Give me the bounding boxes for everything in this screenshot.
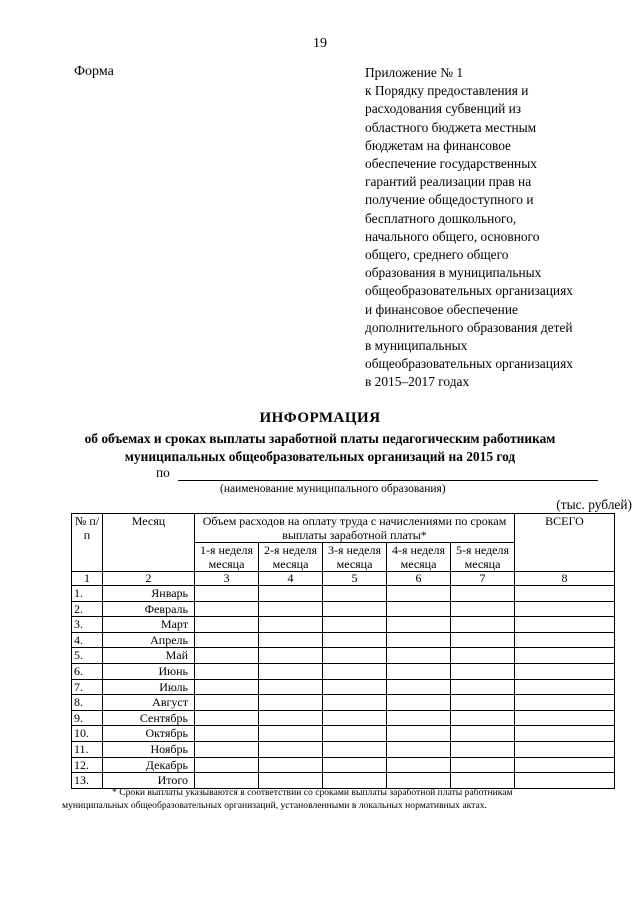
municipality-fill-line[interactable] <box>178 480 598 481</box>
row-month: Январь <box>103 586 195 602</box>
value-cell[interactable] <box>195 679 259 695</box>
appendix-line: расходования субвенций из <box>365 101 522 117</box>
value-cell[interactable] <box>259 757 323 773</box>
appendix-line: образования в муниципальных <box>365 265 542 281</box>
row-number: 10. <box>72 726 103 742</box>
municipality-hint: (наименование муниципального образования) <box>220 483 446 495</box>
week-header-cell: 2-я неделя месяца <box>259 543 323 572</box>
value-cell[interactable] <box>195 632 259 648</box>
value-cell[interactable] <box>259 617 323 633</box>
week-header-cell: 5-я неделя месяца <box>451 543 515 572</box>
value-cell[interactable] <box>195 695 259 711</box>
value-cell[interactable] <box>515 663 615 679</box>
appendix-line: получение общедоступного и <box>365 192 534 208</box>
form-label: Форма <box>74 64 114 79</box>
row-month: Октябрь <box>103 726 195 742</box>
value-cell[interactable] <box>323 632 387 648</box>
row-number: 6. <box>72 663 103 679</box>
table-row <box>72 663 615 679</box>
appendix-line: в муниципальных <box>365 338 468 354</box>
row-number: 1. <box>72 586 103 602</box>
table-header-row <box>72 514 615 543</box>
value-cell[interactable] <box>259 695 323 711</box>
table-row <box>72 726 615 742</box>
week-header-cell: 1-я неделя месяца <box>195 543 259 572</box>
value-cell[interactable] <box>195 710 259 726</box>
value-cell[interactable] <box>387 726 451 742</box>
header-expense-group: Объем расходов на оплату труда с начислениями по срокам выплаты заработной платы* <box>195 514 515 543</box>
value-cell[interactable] <box>323 757 387 773</box>
value-cell[interactable] <box>259 710 323 726</box>
value-cell[interactable] <box>387 617 451 633</box>
header-total: ВСЕГО <box>515 514 615 572</box>
value-cell[interactable] <box>451 679 515 695</box>
table-row <box>72 695 615 711</box>
value-cell[interactable] <box>323 586 387 602</box>
value-cell[interactable] <box>387 648 451 664</box>
value-cell[interactable] <box>323 679 387 695</box>
appendix-line: бюджетам на финансовое <box>365 137 511 153</box>
row-number: 7. <box>72 679 103 695</box>
value-cell[interactable] <box>323 601 387 617</box>
value-cell[interactable] <box>259 663 323 679</box>
table-row <box>72 757 615 773</box>
header-month: Месяц <box>103 514 195 572</box>
appendix-line: гарантий реализации прав на <box>365 174 532 190</box>
value-cell[interactable] <box>259 741 323 757</box>
value-cell[interactable] <box>195 741 259 757</box>
value-cell[interactable] <box>387 679 451 695</box>
column-index-cell: 8 <box>515 572 615 586</box>
value-cell[interactable] <box>323 663 387 679</box>
row-month: Июнь <box>103 663 195 679</box>
value-cell[interactable] <box>259 648 323 664</box>
column-index-cell: 4 <box>259 572 323 586</box>
footnote-line: * Сроки выплаты указываются в соответствии со сроками выплаты заработной платы работникам <box>112 787 513 798</box>
value-cell[interactable] <box>451 586 515 602</box>
value-cell[interactable] <box>515 679 615 695</box>
document-title: ИНФОРМАЦИЯ <box>259 410 381 426</box>
value-cell[interactable] <box>195 648 259 664</box>
appendix-block <box>365 64 630 392</box>
value-cell[interactable] <box>387 586 451 602</box>
row-month: Декабрь <box>103 757 195 773</box>
appendix-line: общеобразовательных организациях <box>365 283 573 299</box>
table-row <box>72 710 615 726</box>
row-number: 11. <box>72 741 103 757</box>
row-month: Февраль <box>103 601 195 617</box>
po-label: по <box>156 465 170 480</box>
value-cell[interactable] <box>387 663 451 679</box>
value-cell[interactable] <box>387 741 451 757</box>
value-cell[interactable] <box>515 632 615 648</box>
appendix-line: и финансовое обеспечение <box>365 301 518 317</box>
value-cell[interactable] <box>515 710 615 726</box>
value-cell[interactable] <box>323 617 387 633</box>
value-cell[interactable] <box>515 648 615 664</box>
row-month: Июль <box>103 679 195 695</box>
value-cell[interactable] <box>259 632 323 648</box>
week-header-cell: 3-я неделя месяца <box>323 543 387 572</box>
value-cell[interactable] <box>387 695 451 711</box>
row-month: Май <box>103 648 195 664</box>
table-row <box>72 601 615 617</box>
footnote <box>62 786 614 812</box>
value-cell[interactable] <box>387 601 451 617</box>
row-number: 2. <box>72 601 103 617</box>
column-index-cell: 7 <box>451 572 515 586</box>
row-number: 13. <box>72 773 103 789</box>
value-cell[interactable] <box>451 710 515 726</box>
value-cell[interactable] <box>451 726 515 742</box>
appendix-line: дополнительного образования детей <box>365 319 573 335</box>
row-number: 5. <box>72 648 103 664</box>
value-cell[interactable] <box>451 648 515 664</box>
value-cell[interactable] <box>195 726 259 742</box>
column-index-cell: 5 <box>323 572 387 586</box>
page-number: 19 <box>313 36 327 51</box>
value-cell[interactable] <box>387 757 451 773</box>
row-month: Март <box>103 617 195 633</box>
row-month: Сентябрь <box>103 710 195 726</box>
document-subtitle <box>0 430 640 466</box>
appendix-line: к Порядку предоставления и <box>365 83 529 99</box>
row-number: 8. <box>72 695 103 711</box>
row-month: Итого <box>103 773 195 789</box>
row-number: 12. <box>72 757 103 773</box>
value-cell[interactable] <box>451 757 515 773</box>
value-cell[interactable] <box>195 601 259 617</box>
subtitle-line: муниципальных общеобразовательных организаций на 2015 год <box>124 449 516 464</box>
column-index-cell: 1 <box>72 572 103 586</box>
table-row <box>72 586 615 602</box>
value-cell[interactable] <box>515 695 615 711</box>
value-cell[interactable] <box>195 757 259 773</box>
appendix-line: обеспечение государственных <box>365 156 537 172</box>
value-cell[interactable] <box>259 586 323 602</box>
table-row <box>72 632 615 648</box>
table-row <box>72 741 615 757</box>
value-cell[interactable] <box>323 695 387 711</box>
appendix-line: в 2015–2017 годах <box>365 374 470 390</box>
appendix-line: начального общего, основного <box>365 228 540 244</box>
value-cell[interactable] <box>451 601 515 617</box>
appendix-line: Приложение № 1 <box>365 65 464 80</box>
value-cell[interactable] <box>451 632 515 648</box>
value-cell[interactable] <box>451 741 515 757</box>
row-month: Апрель <box>103 632 195 648</box>
value-cell[interactable] <box>195 586 259 602</box>
value-cell[interactable] <box>451 617 515 633</box>
value-cell[interactable] <box>195 663 259 679</box>
column-index-cell: 2 <box>103 572 195 586</box>
value-cell[interactable] <box>451 695 515 711</box>
value-cell[interactable] <box>323 741 387 757</box>
row-number: 4. <box>72 632 103 648</box>
value-cell[interactable] <box>515 757 615 773</box>
value-cell[interactable] <box>323 726 387 742</box>
value-cell[interactable] <box>515 617 615 633</box>
value-cell[interactable] <box>259 726 323 742</box>
row-month: Август <box>103 695 195 711</box>
value-cell[interactable] <box>323 648 387 664</box>
appendix-line: общего, среднего общего <box>365 247 509 263</box>
value-cell[interactable] <box>387 710 451 726</box>
week-header-cell: 4-я неделя месяца <box>387 543 451 572</box>
payroll-table <box>71 513 615 789</box>
table-row <box>72 648 615 664</box>
column-index-row <box>72 572 615 586</box>
value-cell[interactable] <box>515 601 615 617</box>
table-row <box>72 679 615 695</box>
column-index-cell: 3 <box>195 572 259 586</box>
row-number: 3. <box>72 617 103 633</box>
table-row <box>72 617 615 633</box>
units-label: (тыс. рублей) <box>556 497 632 512</box>
value-cell[interactable] <box>515 726 615 742</box>
value-cell[interactable] <box>515 586 615 602</box>
value-cell[interactable] <box>387 632 451 648</box>
appendix-line: бесплатного дошкольного, <box>365 210 517 226</box>
value-cell[interactable] <box>515 741 615 757</box>
value-cell[interactable] <box>259 601 323 617</box>
footnote-line: муниципальных общеобразовательных организаций, установленными в локальных нормативных актах. <box>62 800 487 811</box>
subtitle-line: об объемах и сроках выплаты заработной платы педагогическим работникам <box>84 431 556 446</box>
value-cell[interactable] <box>259 679 323 695</box>
row-month: Ноябрь <box>103 741 195 757</box>
value-cell[interactable] <box>323 710 387 726</box>
value-cell[interactable] <box>195 617 259 633</box>
municipality-field <box>156 465 606 483</box>
column-index-cell: 6 <box>387 572 451 586</box>
row-number: 9. <box>72 710 103 726</box>
appendix-line: общеобразовательных организациях <box>365 356 573 372</box>
appendix-line: областного бюджета местным <box>365 119 537 135</box>
header-num: № п/п <box>72 514 103 572</box>
value-cell[interactable] <box>451 663 515 679</box>
